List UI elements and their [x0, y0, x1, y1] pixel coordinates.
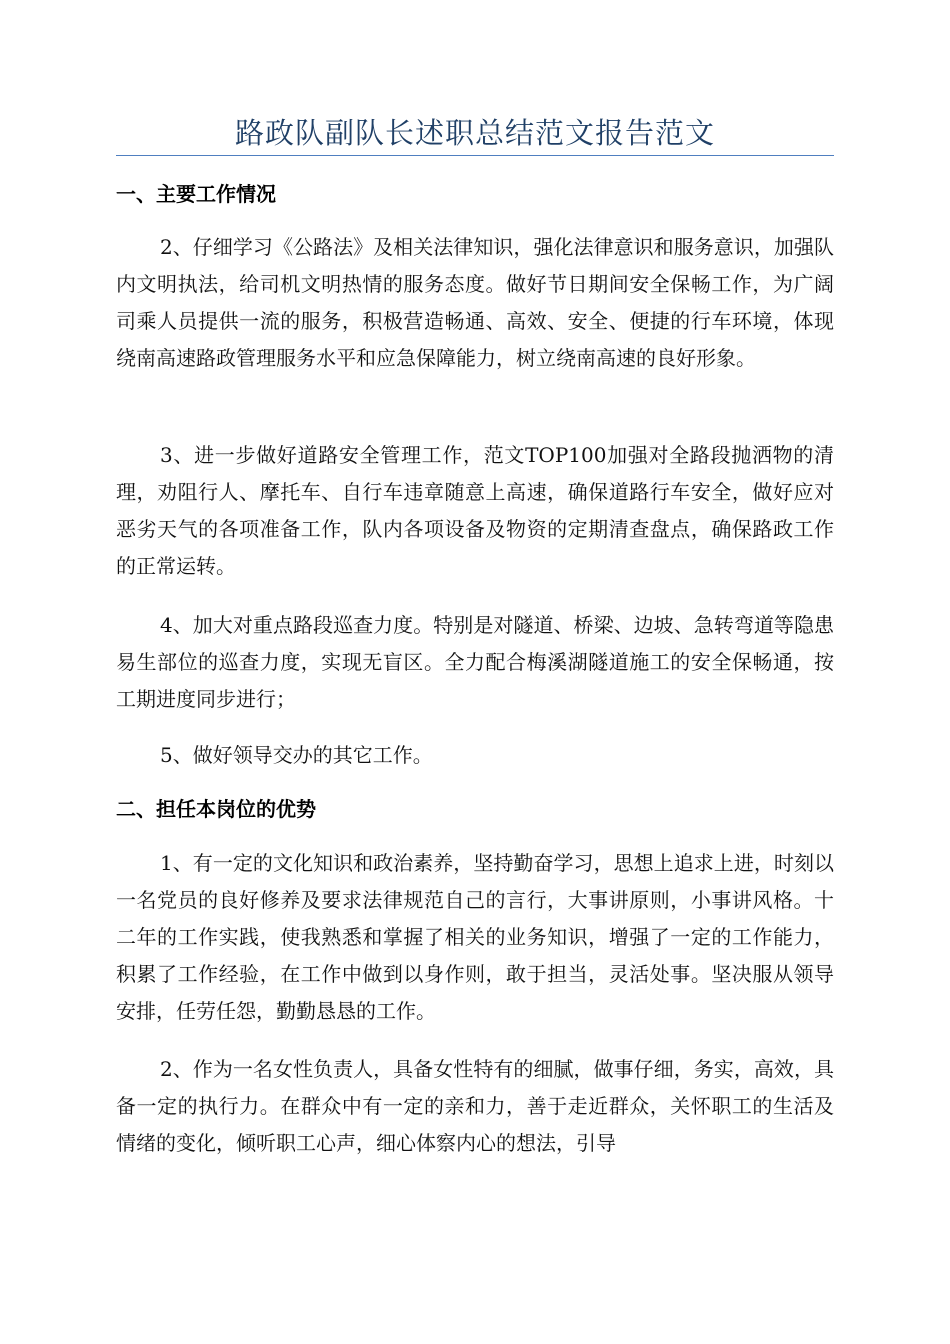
paragraph-work-item-2: 2、仔细学习《公路法》及相关法律知识，强化法律意识和服务意识，加强队内文明执法，给司机文明热情的服务态度。做好节日期间安全保畅工作，为广阔司乘人员提供一流的服务，积极营造畅通、高效、安全、便捷的行车环境，体现绕南高速路政管理服务水平和应急保障能力，树立绕南高速的良好形象。 — [116, 235, 834, 370]
title-underline — [116, 155, 834, 156]
paragraph-advantage-1: 1、有一定的文化知识和政治素养，坚持勤奋学习，思想上追求上进，时刻以一名党员的良好修养及要求法律规范自己的言行，大事讲原则，小事讲风格。十二年的工作实践，使我熟悉和掌握了相关的业务知识，增强了一定的工作能力，积累了工作经验，在工作中做到以身作则，敢于担当，灵活处事。坚决服从领导安排，任劳任怨，勤勤恳恳的工作。 — [116, 851, 834, 1023]
paragraph-advantage-2: 2、作为一名女性负责人，具备女性特有的细腻，做事仔细，务实，高效，具备一定的执行力。在群众中有一定的亲和力，善于走近群众，关怀职工的生活及情绪的变化，倾听职工心声，细心体察内心的想法，引导 — [116, 1057, 834, 1155]
paragraph-work-item-5: 5、做好领导交办的其它工作。 — [160, 743, 433, 767]
paragraph-work-item-4: 4、加大对重点路段巡查力度。特别是对隧道、桥梁、边坡、急转弯道等隐患易生部位的巡查力度，实现无盲区。全力配合梅溪湖隧道施工的安全保畅通，按工期进度同步进行； — [116, 613, 834, 711]
paragraph-work-item-3: 3、进一步做好道路安全管理工作，范文TOP100加强对全路段抛洒物的清理，劝阻行人、摩托车、自行车违章随意上高速，确保道路行车安全，做好应对恶劣天气的各项准备工作，队内各项设备及物资的定期清查盘点，确保路政工作的正常运转。 — [116, 443, 834, 578]
section-heading-main-work: 一、主要工作情况 — [116, 182, 276, 206]
document-title: 路政队副队长述职总结范文报告范文 — [234, 116, 715, 150]
section-heading-advantages: 二、担任本岗位的优势 — [116, 797, 316, 821]
